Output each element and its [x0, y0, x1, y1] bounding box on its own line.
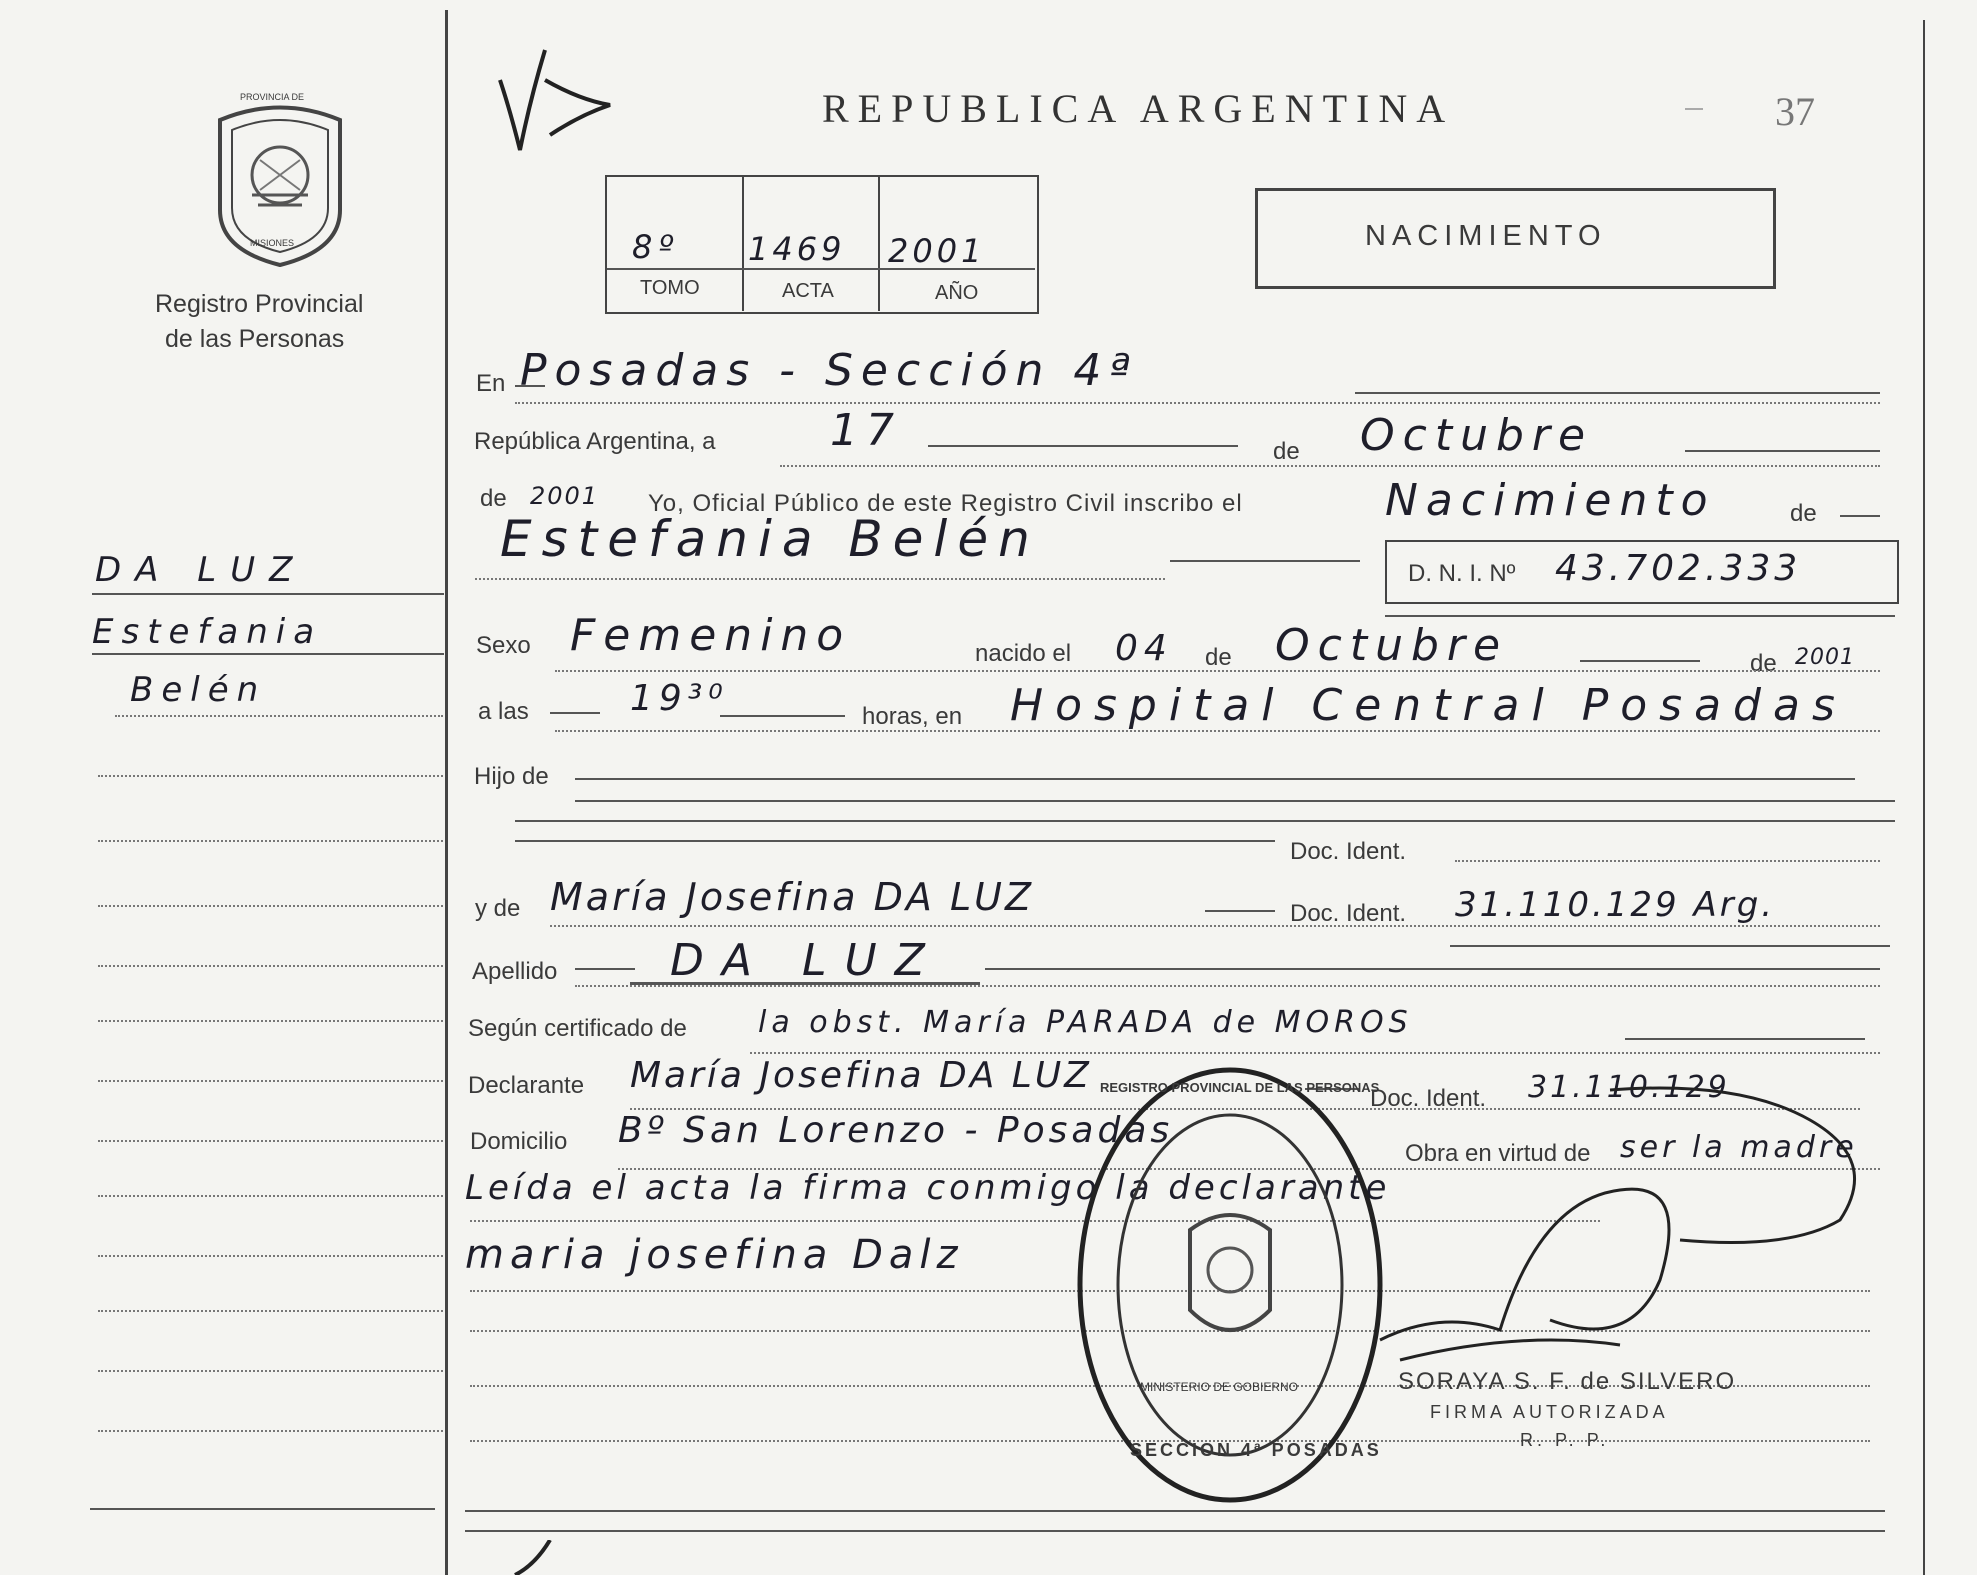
alas-label: a las: [478, 698, 529, 725]
obra-label: Obra en virtud de: [1405, 1140, 1591, 1167]
apellido-dots: [575, 985, 1880, 987]
apellido-value: DA LUZ: [670, 935, 943, 986]
de5-label: de: [1750, 650, 1777, 677]
margin-dots-7: [98, 1140, 443, 1142]
mother-doc: 31.110.129 Arg.: [1455, 885, 1776, 925]
registry-line1: Registro Provincial: [155, 290, 364, 318]
birth-month: Octubre: [1275, 620, 1509, 671]
margin-dots-4: [98, 965, 443, 967]
right-page-border: [1923, 20, 1925, 1575]
page-number: 37: [1775, 89, 1815, 134]
apellido-rule-left: [575, 968, 635, 970]
margin-dots-12: [98, 1430, 443, 1432]
hour-value: 19³⁰: [630, 678, 729, 719]
month-rule: [1685, 450, 1880, 452]
yde-label: y de: [475, 895, 521, 922]
de3-rule: [1840, 515, 1880, 517]
margin-dots-1: [98, 775, 443, 777]
name-rule: [1170, 560, 1360, 562]
horas-label: horas, en: [862, 703, 963, 730]
de-label: de: [1273, 438, 1300, 465]
hijo-rule: [575, 778, 1855, 780]
segun-value: la obst. María PARADA de MOROS: [758, 1005, 1413, 1040]
margin-dots-3: [98, 905, 443, 907]
de2-label: de: [480, 485, 507, 512]
margin-dots-9: [98, 1255, 443, 1257]
registry-line2: de las Personas: [165, 325, 345, 353]
page-number-dash: [1685, 108, 1703, 110]
apellido-rule: [985, 968, 1880, 970]
official-org: R. P. P.: [1520, 1430, 1610, 1450]
mother-underline: [1450, 945, 1890, 947]
nacido-label: nacido el: [975, 640, 1072, 667]
dni-label: D. N. I. Nº: [1408, 560, 1516, 587]
sexo-label: Sexo: [476, 632, 531, 659]
dni-value: 43.702.333: [1555, 548, 1802, 589]
tomo-value: 8º: [632, 228, 680, 266]
seal-top-text: PROVINCIA DE: [240, 92, 305, 102]
obra-value: ser la madre: [1620, 1130, 1858, 1165]
margin-given1: Estefania: [92, 612, 323, 652]
yo-text: Yo, Oficial Público de este Registro Civil inscribo el: [648, 490, 1243, 517]
page-bottom-rule-2: [465, 1530, 1885, 1532]
sexo-dots: [555, 670, 1880, 672]
domicilio-value: Bº San Lorenzo - Posadas: [618, 1110, 1174, 1151]
official-name: SORAYA S. F. de SILVERO: [1398, 1368, 1737, 1395]
mother-rule: [1205, 910, 1275, 912]
table-divider-1: [742, 176, 744, 311]
margin-surname: DA LUZ: [95, 550, 307, 590]
margin-dots-6: [98, 1080, 443, 1082]
segun-label: Según certificado de: [468, 1015, 687, 1042]
name-value: Estefania Belén: [500, 510, 1040, 568]
mother-dots: [550, 925, 1880, 927]
margin-rule-2: [92, 653, 444, 655]
alas-dots: [555, 730, 1880, 732]
margin-dots-10: [98, 1310, 443, 1312]
en-rule: [515, 385, 545, 387]
acta-value: 1469: [748, 230, 846, 268]
mother-value: María Josefina DA LUZ: [550, 875, 1034, 919]
month-value: Octubre: [1360, 410, 1594, 461]
left-column-border: [445, 10, 448, 1575]
doc-ident-label: Doc. Ident.: [1290, 838, 1407, 865]
declarante-doc: 31.110.129: [1528, 1070, 1730, 1105]
place-value: Hospital Central Posadas: [1010, 680, 1847, 731]
republica-label: República Argentina, a: [474, 428, 716, 455]
hour-rule: [720, 715, 845, 717]
en-dots: [515, 402, 1880, 404]
day-value: 17: [830, 405, 902, 456]
record-type: NACIMIENTO: [1365, 220, 1607, 252]
hijo-rule-2: [575, 800, 1895, 802]
margin-dots-0: [115, 715, 443, 717]
hijo-label: Hijo de: [474, 763, 549, 790]
segun-dots: [750, 1052, 1880, 1054]
margin-dots-5: [98, 1020, 443, 1022]
acta-label: ACTA: [782, 280, 834, 302]
domicilio-label: Domicilio: [470, 1128, 568, 1155]
margin-dots-2: [98, 840, 443, 842]
dni-bottom-rule: [1385, 615, 1895, 617]
stamp-inner-text: MINISTERIO DE GOBIERNO: [1140, 1380, 1299, 1394]
tomo-label: TOMO: [640, 277, 700, 299]
country-header: REPUBLICA ARGENTINA: [822, 86, 1455, 131]
ano-label: AÑO: [935, 282, 979, 304]
stamp-outer-text: REGISTRO PROVINCIAL DE LAS PERSONAS: [1100, 1080, 1380, 1095]
signature-text: maria josefina Dalz: [465, 1232, 964, 1278]
name-dots: [475, 578, 1165, 580]
doc-ident-dots: [1455, 860, 1880, 862]
leida-text: Leída el acta la firma conmigo la declarante: [465, 1168, 1391, 1208]
inscribe-value: Nacimiento: [1385, 475, 1716, 526]
official-signature: [1360, 1080, 1920, 1380]
initial-mark: [490, 40, 630, 160]
ano-value: 2001: [888, 232, 986, 270]
birth-day: 04: [1115, 628, 1173, 669]
birth-year: 2001: [1795, 645, 1855, 670]
en-value: Posadas - Sección 4ª: [520, 345, 1139, 396]
day-rule: [928, 445, 1238, 447]
year-value: 2001: [530, 482, 600, 510]
hijo-rule-4: [515, 840, 1275, 842]
en-label: En: [476, 370, 506, 397]
apellido-label: Apellido: [472, 958, 558, 985]
declarante-label: Declarante: [468, 1072, 585, 1099]
margin-dots-11: [98, 1370, 443, 1372]
page-bottom-rule-1: [465, 1510, 1885, 1512]
margin-rule-1: [92, 593, 444, 595]
official-title: FIRMA AUTORIZADA: [1430, 1402, 1669, 1422]
margin-bottom-rule: [90, 1508, 435, 1510]
doc-ident3-label: Doc. Ident.: [1370, 1085, 1487, 1112]
seal-bottom-text: MISIONES: [250, 238, 295, 248]
margin-given2: Belén: [130, 670, 267, 710]
alas-rule-left: [550, 712, 600, 714]
doc-ident2-label: Doc. Ident.: [1290, 900, 1407, 927]
table-divider-2: [878, 176, 880, 311]
segun-rule: [1625, 1038, 1865, 1040]
sexo-value: Femenino: [570, 610, 852, 661]
declarante-value: María Josefina DA LUZ: [630, 1055, 1092, 1096]
birth-month-rule: [1580, 660, 1700, 662]
de4-label: de: [1205, 644, 1232, 671]
stamp-bottom-text: SECCION 4ª POSADAS: [1130, 1440, 1382, 1460]
republica-dots: [780, 465, 1880, 467]
de3-label: de: [1790, 500, 1817, 527]
margin-dots-8: [98, 1195, 443, 1197]
hijo-rule-3: [515, 820, 1895, 822]
en-rule-right: [1355, 392, 1880, 394]
bottom-mark: [510, 1540, 570, 1575]
